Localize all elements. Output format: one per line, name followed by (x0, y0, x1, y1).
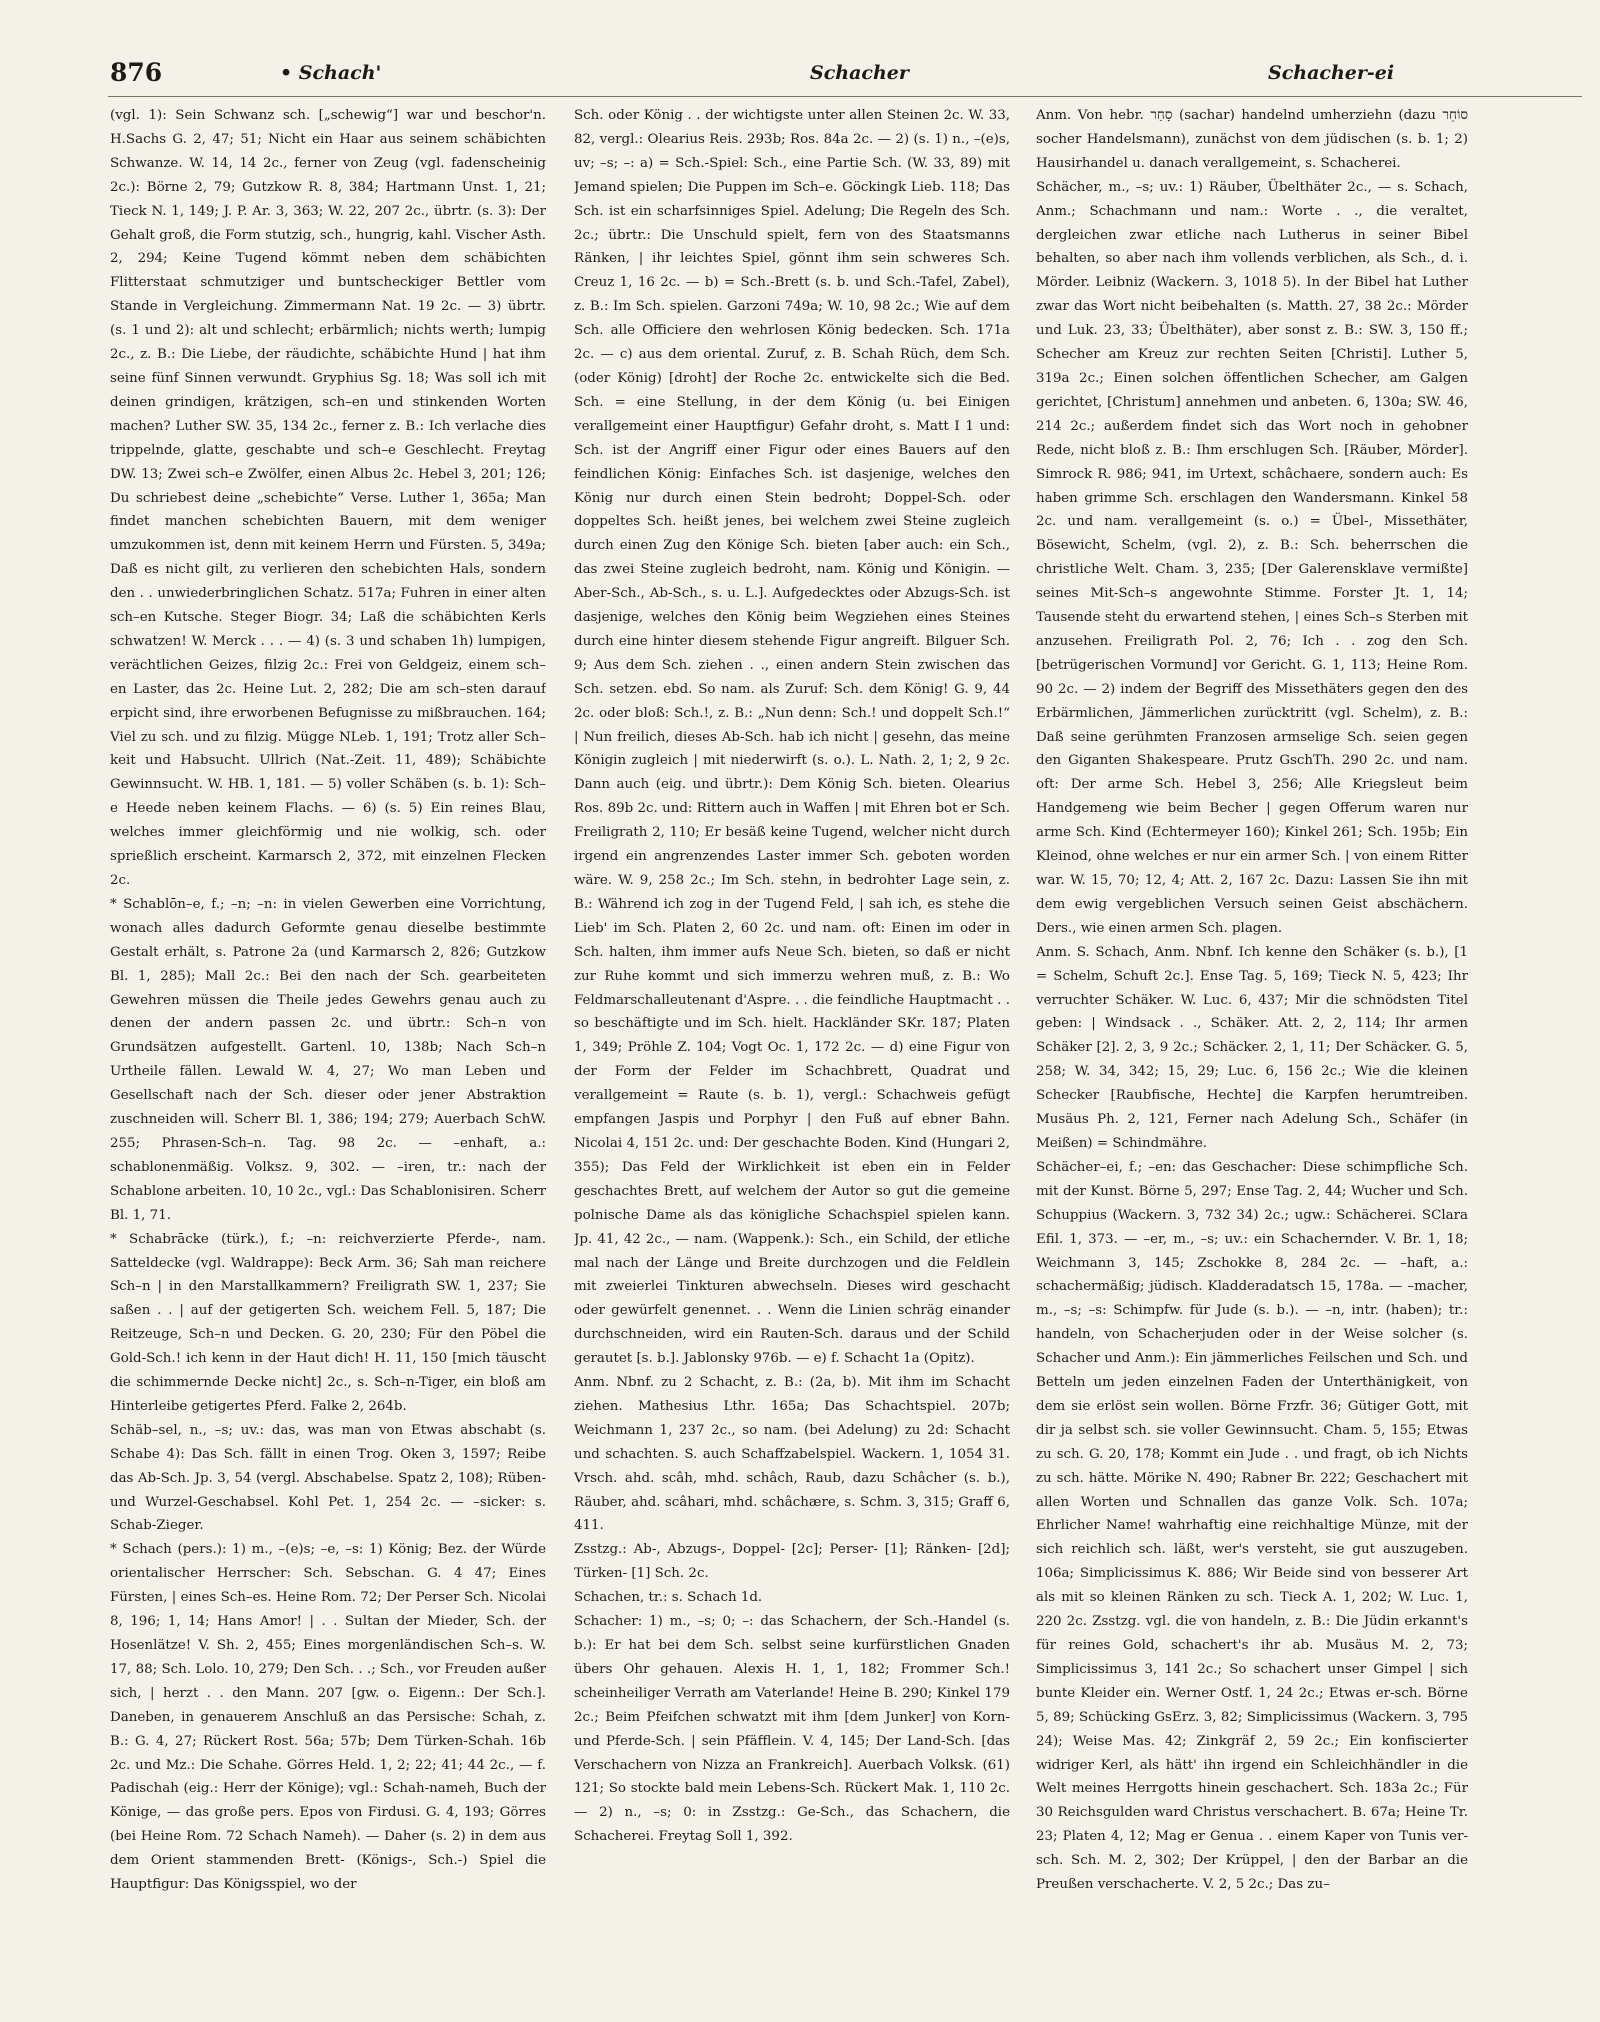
running-head-right: Schacher-ei (1268, 62, 1395, 84)
entry-paragraph: * Schabrācke (türk.), f.; –n: reichverzierte Pferde-, nam. Satteldecke (vgl. Waldrappe): Beck Arm. 36; Sah man reichere Sch–n | in den Marstallkammern? Freiligrath SW. 1, 237; Sie saßen . . | auf der getigerten Sch. weichem Fell. 5, 187; Die Reitzeuge, Sch–n und Decken. G. 20, 230; Für den Pöbel die Gold-Sch.! ich kenn in der Haut dich! H. 11, 150 [mich täuscht die schimmernde Decke nicht] 2c., s. Sch–n-Tiger, ein bloß am Hinterleibe getigertes Pferd. Falke 2, 264b. (110, 1231, 546, 1414)
entry-paragraph: Anm. Nbnf. zu 2 Schacht, z. B.: (2a, b). Mit ihm im Schacht ziehen. Mathesius Lthr. 165a; Das Schachtspiel. 207b; Weichmann 1, 237 2c., so nam. (bei Adelung) zu 2d: Schacht und schachten. S. auch Schaffzabelspiel. Wackern. 1, 1054 31. Vrsch. ahd. scâh, mhd. schâch, Raub, dazu Schâcher (s. b.), Räuber, ahd. scâhari, mhd. schâchære, s. Schm. 3, 315; Graff 6, 411. (574, 1375, 1010, 1534)
entry-paragraph: Schäb–sel, n., –s; uv.: das, was man von Etwas abschabt (s. Schabe 4): Das Sch. fällt in einen Trog. Oken 3, 1597; Reibe das Ab-Sch. Jp. 3, 54 (vergl. Abschabelse. Spatz 2, 108); Rüben- und Wurzel-Geschabsel. Kohl Pet. 1, 254 2c. — –sicker: s. Schab-Zieger. (110, 1422, 546, 1534)
entry-paragraph: * Schablōn–e, f.; –n; –n: in vielen Gewerben eine Vorrichtung, wonach alles dadurch Geformte genau dieselbe bestimmte Gestalt erhält, s. Patrone 2a (und Karmarsch 2, 826; Gutzkow Bl. 1, 285); Mall 2c.: Bei den nach der Sch. gearbeiteten Gewehren müssen die Theile jedes Gewehrs genau auch zu denen der andern passen 2c. und übrtr.: Sch–n von Grundsätzen aufgestellt. Gartenl. 10, 138b; Nach Sch–n Urtheile fällen. Lewald W. 4, 27; Wo man Leben und Gesellschaft nach der Sch. dieser oder jener Abstraktion zuschneiden will. Scherr Bl. 1, 386; 194; 279; Auerbach SchW. 255; Phrasen-Sch–n. Tag. 98 2c. — –enhaft, a.: schablonenmäßig. Volksz. 9, 302. — –iren, tr.: nach der Schablone arbeiten. 10, 10 2c., vgl.: Das Schablonisiren. Scherr Bl. 1, 71. (110, 896, 546, 1223)
text-column-right (1036, 104, 1468, 2014)
header-rule (108, 96, 1582, 97)
text-column-middle (574, 104, 1010, 2014)
running-head-center: Schacher (810, 62, 909, 84)
entry-paragraph: Schächer, m., –s; uv.: 1) Räuber, Übelthäter 2c., — s. Schach, Anm.; Schachmann und nam.: Worte . ., die veraltet, dergleichen zwar etliche nach Lutherus in seiner Bibel behalten, so aber nach ihm vollends verblichen, als Sch., d. i. Mörder. Leibniz (Wackern. 3, 1018 5). In der Bibel hat Luther zwar das Wort nicht beibehalten (s. Matth. 27, 38 2c.: Mörder und Luk. 23, 33; Übelthäter), aber sonst z. B.: SW. 3, 150 ff.; Schecher am Kreuz zur rechten Seiten [Christi]. Luther 5, 319a 2c.; Einen solchen öffentlichen Schecher, am Galgen gerichtet, [Christum] annehmen und anbeten. 6, 130a; SW. 46, 214 2c.; außerdem findet sich das Wort noch in gehobner Rede, nicht bloß z. B.: Ihm erschlugen Sch. [Räuber, Mörder]. Simrock R. 986; 941, im Urtext, schâchaere, sondern auch: Es haben grimme Sch. erschlagen den Wandersmann. Kinkel 58 2c. und nam. verallgemeint (s. o.) = Übel-, Missethäter, Bösewicht, Schelm, (vgl. 2), z. B.: Sch. beherrschen die christliche Welt. Cham. 3, 235; [Der Galerensklave vermißte] seines Mit-Sch–s angewohnte Stimme. Forster Jt. 1, 14; Tausende steht du erwartend stehen, | eines Sch–s Sterben mit anzusehen. Freiligrath Pol. 2, 76; Ich . . zog den Sch. [betrügerischen Vormund] vor Gericht. G. 1, 113; Heine Rom. 90 2c. — 2) indem der Begriff des Missethäters gegen den des Erbärmlichen, Jämmerlichen zurücktritt (vgl. Schelm), z. B.: Daß seine gerühmten Franzosen armselige Sch. seien gegen den Giganten Shakespeare. Prutz GschTh. 290 2c. und nam. oft: Der arme Sch. Hebel 3, 256; Alle Kriegsleut beim Handgemeng wie beim Becher | gegen Offerum waren nur arme Sch. Kind (Echtermeyer 160); Kinkel 261; Sch. 195b; Ein Kleinod, ohne welches er nur ein armer Sch. | von einem Ritter war. W. 15, 70; 12, 4; Att. 2, 167 2c. Dazu: Lassen Sie ihn mit dem ewig vergeblichen Versuch seinen Geist abschächern. Ders., wie einen armen Sch. plagen. (1036, 179, 1468, 936)
entry-paragraph: Schächer–ei, f.; –en: das Geschacher: Diese schimpfliche Sch. mit der Kunst. Börne 5, 297; Ense Tag. 2, 44; Wucher und Sch. Schuppius (Wackern. 3, 732 34) 2c.; ugw.: Schächerei. SClara Efil. 1, 373. — –er, m., –s; uv.: ein Schachernder. V. Br. 1, 18; Weichmann 3, 145; Zschokke 8, 284 2c. — –haft, a.: schachermäßig; jüdisch. Kladderadatsch 15, 178a. — –macher, m., –s; –s: Schimpfw. für Jude (s. b.). — –n, intr. (haben); tr.: handeln, von Schacherjuden oder in der Weise solcher (s. Schacher und Anm.): Ein jämmerliches Feilschen und Sch. und Betteln um jeden einzelnen Faden der Unterthänigkeit, von dem sie erlöst sein wollen. Börne Frzfr. 36; Gütiger Gott, mit dir ja selbst sch. sie voller Gewinnsucht. Cham. 5, 155; Etwas zu sch. G. 20, 178; Kommt ein Jude . . und fragt, ob ich Nichts zu sch. hätte. Mörike N. 490; Rabner Br. 222; Geschachert mit allen Worten und Schnallen das ganze Volk. Sch. 107a; Ehrlicher Name! wahrhaftig eine reichhaltige Münze, mit der sich reichlich sch. läßt, wer's versteht, sie gut auszugeben. 106a; Simplicissimus K. 886; Wir Beide sind von besserer Art als mit so kleinen Ränken zu sch. Tieck A. 1, 202; W. Luc. 1, 220 2c. Zsstzg. vgl. die von handeln, z. B.: Die Jüdin erkannt's für reines Gold, schachert's ihr ab. Musäus M. 2, 73; Simplicissimus 3, 141 2c.; So schachert unser Gimpel | sich bunte Kleider ein. Werner Ostf. 1, 24 2c.; Etwas er-sch. Börne 5, 89; Schücking GsErz. 3, 82; Simplicissimus (Wackern. 3, 795 24); Weise Mas. 42; Zinkgräf 2, 59 2c.; Ein konfiscierter widriger Kerl, als hätt' ihn irgend ein Schleichhändler in die Welt meines Herrgotts hinein geschachert. Sch. 183a 2c.; Für 30 Reichsgulden ward Christus verschachert. B. 67a; Heine Tr. 23; Platen 4, 12; Mag er Genua . . einem Kaper von Tunis ver-sch. Sch. M. 2, 302; Der Krüppel, | den der Barbar an die Preußen verschacherte. V. 2, 5 2c.; Das zu– (1036, 1159, 1468, 1893)
entry-paragraph: (vgl. 1): Sein Schwanz sch. [„schewig“] war und beschor'n. H.Sachs G. 2, 47; 51; Nicht ein Haar aus seinem schäbichten Schwanze. W. 14, 14 2c., ferner von Zeug (vgl. fadenscheinig 2c.): Börne 2, 79; Gutzkow R. 8, 384; Hartmann Unst. 1, 21; Tieck N. 1, 149; J. P. Ar. 3, 363; W. 22, 207 2c., übrtr. (s. 3): Der Gehalt groß, die Form stutzig, sch., hungrig, kahl. Vischer Asth. 2, 294; Keine Tugend kömmt neben dem schäbichten Flitterstaat schmutziger und buntscheckiger Bettler vom Stande in Vergleichung. Zimmermann Nat. 19 2c. — 3) übrtr. (s. 1 und 2): alt und schlecht; erbärmlich; nichts werth; lumpig 2c., z. B.: Die Liebe, der räudichte, schäbichte Hund | hat ihm seine fünf Sinnen verwundt. Gryphius Sg. 18; Was soll ich mit deinen grindigen, krätzigen, sch–en und stinkenden Worten machen? Luther SW. 35, 134 2c., ferner z. B.: Ich verlache dies trippelnde, glatte, geschabte und sch–e Geschlecht. Freytag DW. 13; Zwei sch–e Zwölfer, einen Albus 2c. Hebel 3, 201; 126; Du schriebest deine „schebichte“ Verse. Luther 1, 365a; Man findet manchen schebichten Bauern, mit dem weniger umzukommen ist, denn mit keinem Herrn und Fürsten. 5, 349a; Daß es nicht gilt, zu verlieren den schebichten Hals, sondern den . . unwiederbringlichen Schatz. 517a; Fuhren in einer alten sch–en Kutsche. Steger Biogr. 34; Laß die schäbichten Kerls schwatzen! W. Merck . . . — 4) (s. 3 und schaben 1h) lumpigen, verächtlichen Geizes, filzig 2c.: Frei von Geldgeiz, einem sch–en Laster, das 2c. Heine Lut. 2, 282; Die am sch–sten darauf erpicht sind, ihre erworbenen Befugnisse zu mißbrauchen. 164; Viel zu sch. und zu filzig. Müggе NLeb. 1, 191; Trotz aller Sch–keit und Habsucht. Ullrich (Nat.-Zeit. 11, 489); Schäbichte Gewinnsucht. W. HB. 1, 181. — 5) voller Schäben (s. b. 1): Sch–e Heede neben keinem Flachs. — 6) (s. 5) Ein reines Blau, welches immer gleichförmig und nie wolkig, sch. oder sprießlich erscheint. Karmarsch 2, 372, mit einzelnen Flecken 2c. (110, 108, 546, 888)
entry-paragraph: Schacher: 1) m., –s; 0; –: das Schachern, der Sch.-Handel (s. b.): Er hat bei dem Sch. selbst seine kurfürstlichen Gnaden übers Ohr gehauen. Alexis H. 1, 1, 182; Frommer Sch.! scheinheiliger Verrath am Vaterlande! Heine B. 290; Kinkel 179 2c.; Beim Pfeifchen schwatzt mit ihm [dem Junker] von Korn- und Pferde-Sch. | sein Pfäfflein. V. 4, 145; Der Land-Sch. [das Verschachern von Nizza an Frankreich]. Auerbach Volksk. (61) 121; So stockte bald mein Lebens-Sch. Rückert Mak. 1, 110 2c. — 2) n., –s; 0: in Zsstzg.: Ge-Sch., das Schachern, die Schacherei. Freytag Soll 1, 392. (574, 1614, 1010, 1845)
entry-paragraph: * Schach (pers.): 1) m., –(e)s; –e, –s: 1) König; Bez. der Würde orientalischer Herrscher: Sch. Sebschan. G. 4 47; Eines Fürsten, | eines Sch–es. Heine Rom. 72; Der Perser Sch. Nicolai 8, 196; 1, 14; Hans Amor! | . . Sultan der Mieder, Sch. der Hosenlätze! V. Sh. 2, 455; Eines morgenländischen Sch–s. W. 17, 88; Sch. Lolo. 10, 279; Den Sch. . .; Sch., vor Freuden außer sich, | herzt . . den Mann. 207 [gw. o. Eigenn.: Der Sch.]. Daneben, in genauerem Anschluß an das Persische: Schah, z. B.: G. 4, 27; Rückert Rost. 56a; 57b; Dem Türken-Schah. 16b 2c. und Mz.: Die Schahe. Görres Held. 1, 2; 22; 41; 44 2c., — f. Padischah (eig.: Herr der Könige); vgl.: Schah-nameh, Buch der Könige, — das große pers. Epos von Firdusi. G. 4, 193; Görres (bei Heine Rom. 72 Schach Nameh). — Daher (s. 2) in dem aus dem Orient stammenden Brett- (Königs-, Sch.-) Spiel die Hauptfigur: Das Königsspiel, wo der (110, 1542, 546, 1893)
text-column-left (110, 104, 546, 2014)
entry-paragraph: Sch. oder König . . der wichtigste unter allen Steinen 2c. W. 33, 82, vergl.: Olearius Reis. 293b; Ros. 84a 2c. — 2) (s. 1) n., –(e)s, uv; –s; –: a) = Sch.-Spiel: Sch., eine Partie Sch. (W. 33, 89) mit Jemand spielen; Die Puppen im Sch–e. Göckingk Lieb. 118; Das Sch. ist ein scharfsinniges Spiel. Adelung; Die Regeln des Sch. 2c.; übrtr.: Die Unschuld spielt, fern von des Staatsmanns Ränken, | ihr leichtes Spiel, gönnt ihm sein schweres Sch. Creuz 1, 16 2c. — b) = Sch.-Brett (s. b. und Sch.-Tafel, Zabel), z. B.: Im Sch. spielen. Garzoni 749a; W. 10, 98 2c.; Wie auf dem Sch. alle Officiere den wehrlosen König bedecken. Sch. 171a 2c. — c) aus dem oriental. Zuruf, z. B. Schah Rüch, dem Sch. (oder König) [droht] der Roche 2c. entwickelte sich die Bed. Sch. = eine Stellung, in der dem König (u. bei Einigen verallgemeint einer Hauptfigur) Gefahr droht, s. Matt I 1 und: Sch. ist der Angriff einer Figur oder eines Bauers auf den feindlichen König: Einfaches Sch. ist dasjenige, welches den König nur durch einen Stein bedroht; Doppel-Sch. oder doppeltes Sch. heißt jenes, bei welchem zwei Steine zugleich durch einen Zug den Könige Sch. bieten [aber auch: ein Sch., das zwei Steine zugleich bedroht, nam. König und Königin. — Aber-Sch., Ab-Sch., s. u. L.]. Aufgedecktes oder Abzugs-Sch. ist dasjenige, welches den König beim Wegziehen eines Steines durch eine hinter diesem stehende Figur angreift. Bilguer Sch. 9; Aus dem Sch. ziehen . ., einen andern Stein zwischen das Sch. setzen. ebd. So nam. als Zuruf: Sch. dem König! G. 9, 44 2c. oder bloß: Sch.!, z. B.: „Nun denn: Sch.! und doppelt Sch.!“ | Nun freilich, dieses Ab-Sch. hab ich nicht | gesehn, das meine Königin zugleich | mit niederwirft (s. o.). L. Nath. 2, 1; 2, 9 2c. Dann auch (eig. und übrtr.): Dem König Sch. bieten. Olearius Ros. 89b 2c. und: Rittern auch in Waffen | mit Ehren bot er Sch. Freiligrath 2, 110; Er besäß keine Tugend, welcher nicht durch irgend ein angrenzendes Laster immer Sch. geboten worden wäre. W. 9, 258 2c.; Im Sch. stehn, in bedrohter Lage sein, z. B.: Während ich zog in der Tugend Feld, | sah ich, es stehe die Lieb' im Sch. Platen 2, 60 2c. und nam. oft: Einen im oder in Sch. halten, ihm immer aufs Neue Sch. bieten, so daß er nicht zur Ruhe kommt und sich immerzu wehren muß, z. B.: Wo Feldmarschalleutenant d'Aspre. . . die feindliche Hauptmacht . . so beschäftigte und im Sch. hielt. Hackländer SKr. 187; Platen 1, 349; Pröhle Z. 104; Vogt Oc. 1, 172 2c. — d) eine Figur von der Form der Felder im Schachbrett, Quadrat und verallgemeint = Raute (s. b. 1), vergl.: Schachweis gefügt empfangen Jaspis und Porphyr | den Fuß auf ebner Bahn. Nicolai 4, 151 2c. und: Der geschachte Boden. Kind (Hungari 2, 355); Das Feld der Wirklichkeit ist eben ein in Felder geschachtes Brett, auf welchem der Autor so gut die gemeine polnische Dame als das königliche Schachspiel spielen kann. Jp. 41, 42 2c., — nam. (Wappenk.): Sch., ein Schild, der etliche mal nach der Länge und Breite durchzogen und die Feldlein mit zweierlei Tinkturen abwechseln. Dieses wird geschacht oder gewürfelt genennet. . . Wenn die Linien schräg einander durchschneiden, wird ein Rauten-Sch. daraus und der Schild gerautet [s. b.]. Jablonsky 976b. — e) f. Schacht 1a (Opitz). (574, 108, 1010, 1367)
entry-paragraph: Anm. S. Schach, Anm. Nbnf. Ich kenne den Schäker (s. b.), [1 = Schelm, Schuft 2c.]. Ense Tag. 5, 169; Tieck N. 5, 423; Ihr verruchter Schäker. W. Luc. 6, 437; Mir die schnödsten Titel geben: | Windsack . ., Schäker. Att. 2, 2, 114; Ihr armen Schäker [2]. 2, 3, 9 2c.; Schäcker. 2, 1, 11; Der Schäcker. G. 5, 258; W. 34, 342; 15, 29; Luc. 6, 156 2c.; Wie die kleinen Schecker [Raubfische, Hechte] die Karpfen herumtreiben. Musäus Ph. 2, 121, Ferner nach Adelung Sch., Schäfer (in Meißen) = Schindmähre. (1036, 944, 1468, 1151)
page-number: 876 (110, 58, 163, 87)
entry-paragraph: Zsstzg.: Ab-, Abzugs-, Doppel- [2c]; Perser- [1]; Ränken- [2d]; Türken- [1] Sch. 2c. (574, 1542, 1010, 1582)
running-head-left: • Schach' (280, 62, 382, 84)
entry-paragraph: Anm. Von hebr. סָחַר (sachar) handelnd umherziehn (dazu סוֹחֵר socher Handelsmann), zunächst von dem jüdischen (s. b. 1; 2) Hausirhandel u. danach verallgemeint, s. Schacherei. (1036, 108, 1468, 171)
entry-paragraph: Schachen, tr.: s. Schach 1d. (574, 1590, 763, 1606)
